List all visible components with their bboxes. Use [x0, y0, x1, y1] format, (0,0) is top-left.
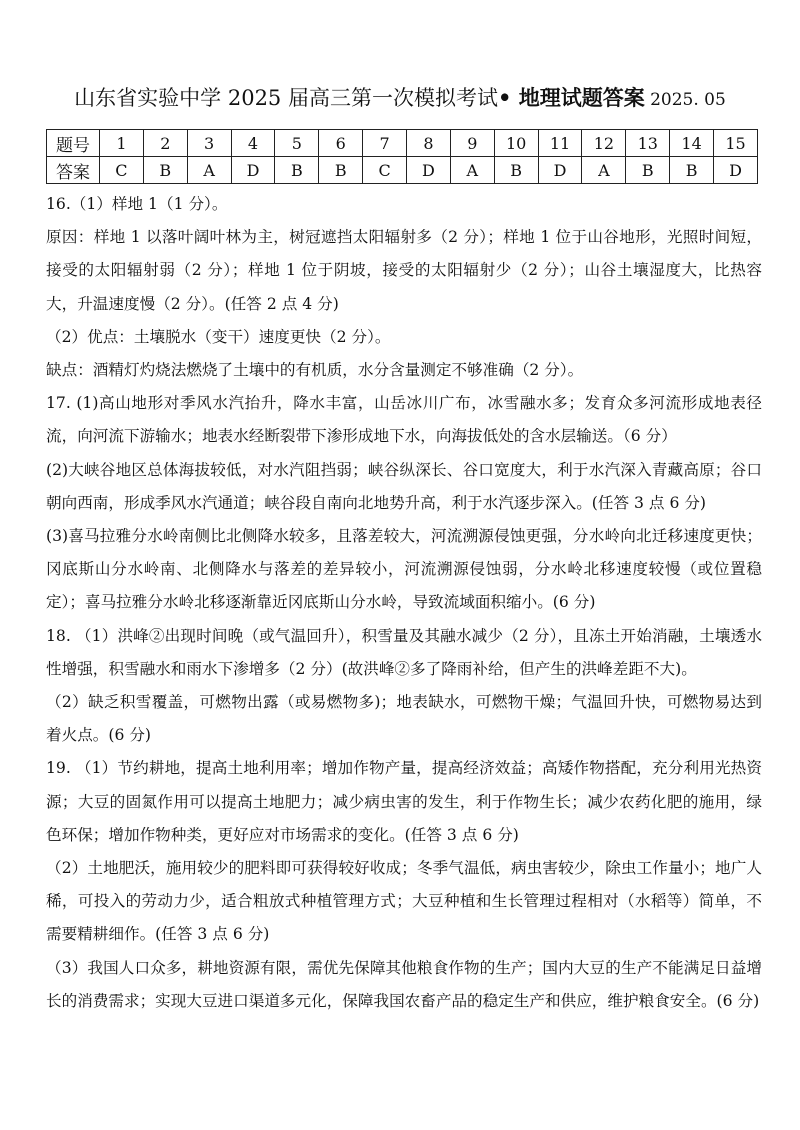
question-number: 15	[714, 130, 758, 157]
question-number: 3	[187, 130, 231, 157]
answer-paragraph: (3)喜马拉雅分水岭南侧比北侧降水较多，且落差较大，河流溯源侵蚀更强，分水岭向北迁移速度更快；冈底斯山分水岭南、北侧降水与落差的差异较小，河流溯源侵蚀弱，分水岭北移速度较慢（或位置稳定）；喜马拉雅分水岭北移逐渐靠近冈底斯山分水岭，导致流域面积缩小。(6 分)	[46, 527, 762, 612]
answer-cell: D	[407, 157, 451, 184]
answer-cell: B	[275, 157, 319, 184]
title-school-exam: 山东省实验中学 2025 届高三第一次模拟考试	[74, 86, 498, 110]
answer-cell: B	[319, 157, 363, 184]
answer-cell: C	[363, 157, 407, 184]
question-number: 12	[582, 130, 626, 157]
answer-paragraph: 18. （1）洪峰②出现时间晚（或气温回升），积雪量及其融水减少（2 分），且冻土开始消融，土壤透水性增强，积雪融水和雨水下渗增多（2 分）(故洪峰②多了降雨补给，但产生的洪峰差距不大)。	[46, 626, 762, 678]
question-number: 8	[407, 130, 451, 157]
page-title	[0, 82, 800, 112]
answer-table	[46, 129, 758, 184]
question-number: 5	[275, 130, 319, 157]
answer-cell: A	[582, 157, 626, 184]
answer-cell: D	[231, 157, 275, 184]
question-number: 4	[231, 130, 275, 157]
question-number: 11	[538, 130, 582, 157]
answer-cell: B	[670, 157, 714, 184]
question-number: 14	[670, 130, 714, 157]
answer-paragraph: （2）土地肥沃，施用较少的肥料即可获得较好收成；冬季气温低，病虫害较少，除虫工作量小；地广人稀，可投入的劳动力少，适合粗放式种植管理方式；大豆种植和生长管理过程相对（水稻等）简单，不需要精耕细作。(任答 3 点 6 分)	[46, 859, 762, 944]
answer-row	[47, 157, 758, 184]
answer-paragraph: (2)大峡谷地区总体海拔较低，对水汽阻挡弱；峡谷纵深长、谷口宽度大，利于水汽深入青藏高原；谷口朝向西南，形成季风水汽通道；峡谷段自南向北地势升高，利于水汽逐步深入。(任答 3 点 6 分)	[46, 460, 762, 512]
question-number: 2	[143, 130, 187, 157]
answer-paragraph: （2）缺乏积雪覆盖，可燃物出露（或易燃物多)；地表缺水，可燃物干燥；气温回升快，可燃物易达到着火点。(6 分)	[46, 693, 762, 745]
answer-paragraph: 16.（1）样地 1（1 分）。	[46, 195, 228, 213]
question-number: 1	[100, 130, 144, 157]
answer-cell: D	[538, 157, 582, 184]
answer-paragraph: （3）我国人口众多，耕地资源有限，需优先保障其他粮食作物的生产；国内大豆的生产不能满足日益增长的消费需求；实现大豆进口渠道多元化，保障我国农畜产品的稳定生产和供应，维护粮食安全。(6 分)	[46, 958, 762, 1010]
answer-paragraph: （2）优点：土壤脱水（变干）速度更快（2 分）。	[46, 327, 391, 346]
answer-paragraph: 17. (1)高山地形对季风水汽抬升，降水丰富，山岳冰川广布，冰雪融水多；发育众多河流形成地表径流，向河流下游输水；地表水经断裂带下渗形成地下水，向海拔低处的含水层输送。（6 分）	[46, 394, 762, 446]
answer-paragraph: 原因：样地 1 以落叶阔叶林为主，树冠遮挡太阳辐射多（2 分）；样地 1 位于山谷地形，光照时间短，接受的太阳辐射弱（2 分）；样地 1 位于阴坡，接受的太阳辐射少（2 分）；山谷土壤湿度大，比热容大，升温速度慢（2 分）。(任答 2 点 4 分)	[46, 228, 762, 313]
answer-paragraph: 19. （1）节约耕地，提高土地利用率；增加作物产量，提高经济效益；高矮作物搭配，充分利用光热资源；大豆的固氮作用可以提高土地肥力；减少病虫害的发生，利于作物生长；减少农药化肥的施用，绿色环保；增加作物种类，更好应对市场需求的变化。(任答 3 点 6 分)	[46, 759, 762, 844]
answer-cell: A	[450, 157, 494, 184]
answer-cell: D	[714, 157, 758, 184]
answer-body	[46, 188, 762, 1018]
answer-cell: A	[187, 157, 231, 184]
question-number: 7	[363, 130, 407, 157]
question-number: 10	[494, 130, 538, 157]
question-number: 6	[319, 130, 363, 157]
question-number-row	[47, 130, 758, 157]
question-number: 13	[626, 130, 670, 157]
question-number: 9	[450, 130, 494, 157]
title-date: 2025. 05	[644, 90, 726, 110]
row-label-answer: 答案	[47, 157, 100, 184]
answer-cell: B	[626, 157, 670, 184]
answer-cell: B	[494, 157, 538, 184]
answer-cell: B	[143, 157, 187, 184]
answer-paragraph: 缺点：酒精灯灼烧法燃烧了土壤中的有机质，水分含量测定不够准确（2 分）。	[46, 361, 584, 380]
row-label-number: 题号	[47, 130, 100, 157]
title-subject: • 地理试题答案	[497, 85, 645, 110]
answer-cell: C	[100, 157, 144, 184]
